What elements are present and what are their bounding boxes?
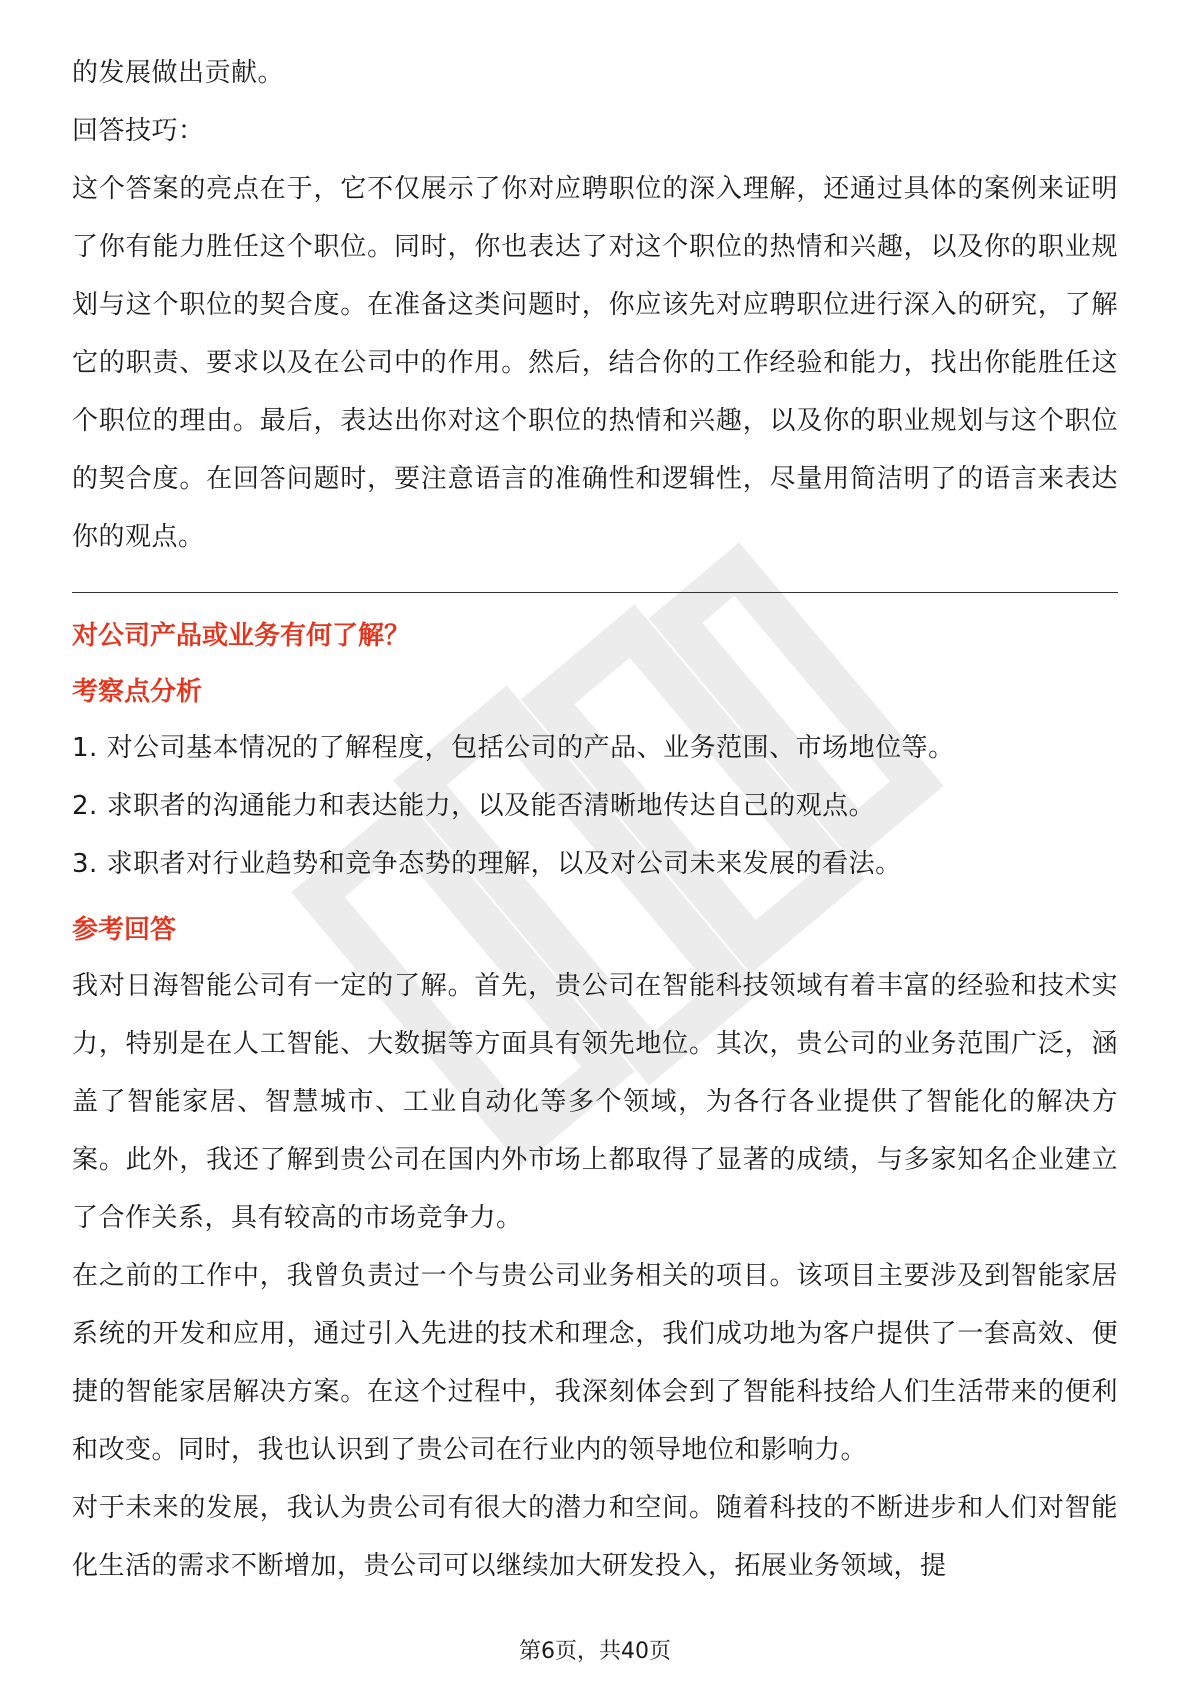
tip-label: 回答技巧：: [72, 116, 205, 146]
page-number: 第6页，共40页: [519, 1639, 671, 1664]
answer-paragraph: 对于未来的发展，我认为贵公司有很大的潜力和空间。随着科技的不断进步和人们对智能化生活的需求不断增加，贵公司可以继续加大研发投入，拓展业务领域，提: [72, 1493, 1118, 1581]
analysis-list: [72, 719, 1118, 893]
section-divider: [72, 592, 1118, 593]
continuation-text: 的发展做出贡献。: [72, 58, 285, 88]
document-page: [72, 44, 1118, 1595]
list-item: 1. 对公司基本情况的了解程度，包括公司的产品、业务范围、市场地位等。: [72, 733, 955, 763]
answer-paragraph: 在之前的工作中，我曾负责过一个与贵公司业务相关的项目。该项目主要涉及到智能家居系统的开发和应用，通过引入先进的技术和理念，我们成功地为客户提供了一套高效、便捷的智能家居解决方案。在这个过程中，我深刻体会到了智能科技给人们生活带来的便利和改变。同时，我也认识到了贵公司在行业内的领导地位和影响力。: [72, 1261, 1118, 1465]
analysis-heading: 考察点分析: [72, 677, 203, 707]
answer-paragraph: 我对日海智能公司有一定的了解。首先，贵公司在智能科技领域有着丰富的经验和技术实力，特别是在人工智能、大数据等方面具有领先地位。其次，贵公司的业务范围广泛，涵盖了智能家居、智慧城市、工业自动化等多个领域，为各行各业提供了智能化的解决方案。此外，我还了解到贵公司在国内外市场上都取得了显著的成绩，与多家知名企业建立了合作关系，具有较高的市场竞争力。: [72, 971, 1118, 1233]
answer-heading: 参考回答: [72, 915, 177, 945]
tip-text: 这个答案的亮点在于，它不仅展示了你对应聘职位的深入理解，还通过具体的案例来证明了你有能力胜任这个职位。同时，你也表达了对这个职位的热情和兴趣，以及你的职业规划与这个职位的契合度。在准备这类问题时，你应该先对应聘职位进行深入的研究，了解它的职责、要求以及在公司中的作用。然后，结合你的工作经验和能力，找出你能胜任这个职位的理由。最后，表达出你对这个职位的热情和兴趣，以及你的职业规划与这个职位的契合度。在回答问题时，要注意语言的准确性和逻辑性，尽量用简洁明了的语言来表达你的观点。: [72, 174, 1118, 552]
list-item: 3. 求职者对行业趋势和竞争态势的理解，以及对公司未来发展的看法。: [72, 849, 902, 879]
list-item: 2. 求职者的沟通能力和表达能力，以及能否清晰地传达自己的观点。: [72, 791, 876, 821]
question-title: 对公司产品或业务有何了解？: [72, 621, 411, 651]
